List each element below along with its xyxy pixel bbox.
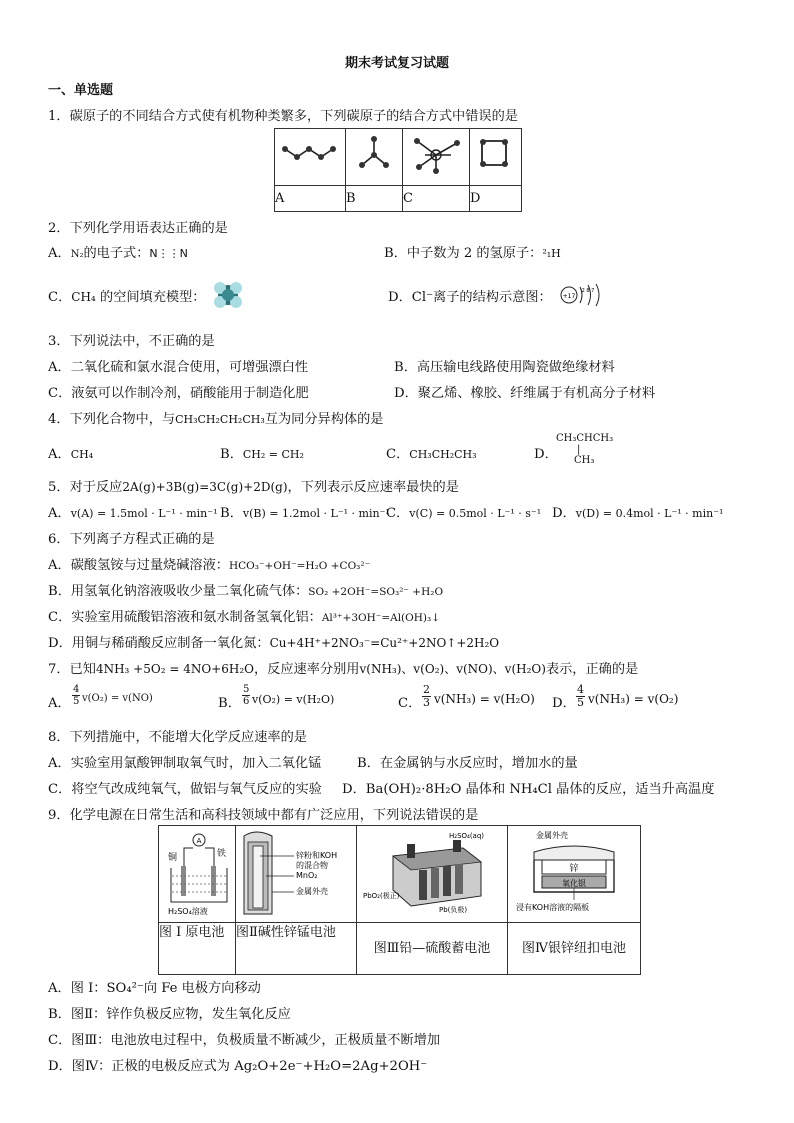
- carbon-star-icon: [403, 129, 469, 181]
- q4-a-value: CH₄: [70, 448, 94, 461]
- q5-a-label: A．: [48, 506, 71, 521]
- carbon-branch-icon: [346, 129, 402, 181]
- q6-b-text: B．用氢氧化钠溶液吸收少量二氧化硫气体：: [48, 584, 309, 599]
- q2-c-label: C．: [48, 290, 72, 305]
- question-4-stem: [48, 408, 383, 427]
- q7-c-num: 2: [423, 683, 430, 696]
- q7-a-num: 4: [73, 684, 80, 695]
- q9-figure-3: [357, 826, 508, 923]
- q9-figure-2: [236, 826, 357, 923]
- q6-d-text: D．用铜与稀硝酸反应制备一氧化氮：: [48, 636, 270, 651]
- q1-figure-b: [346, 129, 403, 186]
- q9-option-c: C．图Ⅲ：电池放电过程中，负极质量不断减少，正极质量不断增加: [48, 1033, 441, 1048]
- q4-c-value: CH₃CH₂CH₃: [409, 448, 477, 461]
- question-5-stem: [48, 476, 459, 495]
- q9-option-b: B．图Ⅱ：锌作负极反应物，发生氧化反应: [48, 1007, 291, 1022]
- q9-option-d: D．图Ⅳ：正极的电极反应式为 Ag₂O+2e⁻+H₂O=2Ag+2OH⁻: [48, 1059, 428, 1074]
- alkaline-battery-icon: [236, 826, 356, 918]
- q9-fig4-sep: 浸有KOH溶液的隔板: [516, 903, 590, 912]
- q9-fig4-zinc: 锌: [569, 864, 579, 874]
- q9-caption-2: 图Ⅱ碱性锌锰电池: [236, 923, 357, 975]
- q6-option-c: [48, 606, 440, 625]
- q7-stem-vars: v(NH₃)、v(O₂)、v(NO)、v(H₂O): [359, 662, 546, 676]
- q9-fig4-shell: 金属外壳: [536, 831, 568, 840]
- q9-fig3-acid: H₂SO₄(aq): [449, 832, 485, 840]
- q7-d-num: 4: [577, 683, 584, 696]
- carbon-chain-icon: [275, 129, 345, 181]
- q1-label-c: C: [403, 186, 470, 212]
- question-7-stem: [48, 658, 638, 677]
- q7-b-rest: v(O₂) = v(H₂O): [252, 693, 335, 706]
- q6-a-eq: HCO₃⁻+OH⁻=H₂O +CO₃²⁻: [228, 560, 371, 572]
- q7-option-d-label: D．: [552, 696, 576, 711]
- q3-option-d: D．聚乙烯、橡胶、纤维属于有机高分子材料: [394, 386, 656, 401]
- q9-figure-1: [159, 826, 236, 923]
- q7-b-den: 6: [243, 696, 250, 707]
- q9-fig2-mix2: 的混合物: [296, 861, 328, 870]
- q2-option-d: [388, 286, 552, 305]
- q2-d-text: D．Cl⁻离子的结构示意图：: [388, 290, 552, 305]
- q4-stem-post: 互为同分异构体的是: [264, 412, 384, 427]
- q2-c-formula: CH₄: [71, 290, 96, 304]
- q1-figure-a: [275, 129, 346, 186]
- q5-b-label: B．: [220, 506, 243, 521]
- q1-label-b: B: [346, 186, 403, 212]
- section-heading: 一、单选题: [48, 83, 114, 98]
- q7-c-fraction: [422, 684, 431, 709]
- methane-model-icon: [212, 280, 244, 310]
- q9-fig2-mno2: MnO₂: [296, 871, 318, 880]
- question-9-stem: 9．化学电源在日常生活和高科技领域中都有广泛应用，下列说法错误的是: [48, 808, 479, 823]
- q5-option-a: [48, 502, 217, 521]
- q6-a-text: A．碳酸氢铵与过量烧碱溶液：: [48, 558, 229, 573]
- q7-option-b-label: B．: [218, 696, 241, 711]
- q5-stem-pre: 5．对于反应: [48, 480, 123, 495]
- q4-b-label: B．: [220, 447, 243, 462]
- q7-stem-post: ，反应速率分别用: [253, 662, 360, 677]
- q1-figure-d: [470, 129, 522, 186]
- question-8-stem: 8．下列措施中，不能增大化学反应速率的是: [48, 730, 307, 745]
- q6-option-a: [48, 554, 370, 573]
- q2-option-a: [48, 242, 188, 261]
- q4-a-label: A．: [48, 447, 71, 462]
- q4-stem-pre: 4．下列化合物中，与: [48, 412, 176, 427]
- q5-b-value: v(B) = 1.2mol · L⁻¹ · min⁻¹: [242, 507, 390, 520]
- carbon-ring-icon: [470, 129, 521, 181]
- q4-option-a: [48, 443, 93, 462]
- q2-d-nucleus: +17: [562, 293, 576, 300]
- chloride-structure-icon: [558, 282, 608, 308]
- q2-a-value: N⋮⋮N: [149, 247, 188, 260]
- q8-option-d: D．Ba(OH)₂·8H₂O 晶体和 NH₄Cl 晶体的反应，适当升高温度: [342, 782, 715, 797]
- q4-d-top: CH₃CHCH₃: [556, 433, 614, 444]
- question-9-figure-table: [158, 825, 641, 975]
- q9-fig1-iron: 铁: [217, 849, 227, 859]
- q5-option-d: [552, 502, 723, 521]
- q6-d-eq: Cu+4H⁺+2NO₃⁻=Cu²⁺+2NO↑+2H₂O: [269, 636, 500, 650]
- q4-b-value: CH₂ = CH₂: [242, 448, 304, 461]
- q4-option-d-label: D．: [534, 447, 558, 462]
- galvanic-cell-icon: [159, 826, 235, 918]
- q5-a-value: v(A) = 1.5mol · L⁻¹ · min⁻¹: [70, 507, 218, 520]
- q6-option-d: [48, 632, 499, 651]
- button-cell-icon: [508, 826, 640, 918]
- q9-fig1-copper: 铜: [168, 853, 178, 863]
- q4-d-bar: |: [577, 444, 581, 455]
- q9-caption-3: 图Ⅲ铅—硫酸蓄电池: [357, 923, 508, 975]
- q3-option-b: B．高压输电线路使用陶瓷做绝缘材料: [394, 360, 615, 375]
- q4-stem-formula: CH₃CH₂CH₂CH₃: [175, 413, 265, 426]
- q5-d-value: v(D) = 0.4mol · L⁻¹ · min⁻¹: [575, 507, 724, 520]
- q7-b-num: 5: [243, 684, 250, 695]
- q6-b-eq: SO₂ +2OH⁻=SO₃²⁻ +H₂O: [308, 586, 444, 598]
- q1-label-d: D: [470, 186, 522, 212]
- q2-c-text: 的空间填充模型：: [95, 290, 206, 305]
- q5-c-label: C．: [386, 506, 410, 521]
- q3-option-c: C．液氨可以作制冷剂，硝酸能用于制造化肥: [48, 386, 309, 401]
- q7-c-den: 3: [423, 696, 430, 709]
- q2-a-label: A．: [48, 246, 71, 261]
- q3-option-a: A．二氧化硫和氯水混合使用，可增强漂白性: [48, 360, 309, 375]
- q2-option-c: [48, 286, 205, 305]
- q8-option-b: B．在金属钠与水反应时，增加水的量: [357, 756, 578, 771]
- q2-a-text: 的电子式：: [83, 246, 150, 261]
- q7-a-fraction: [72, 684, 80, 707]
- q9-fig3-pb: Pb(负极): [439, 906, 468, 914]
- q4-d-bottom: CH₃: [574, 455, 595, 466]
- q4-option-b: [220, 443, 304, 462]
- lead-acid-battery-icon: [357, 826, 507, 918]
- q2-a-formula: N₂: [70, 249, 84, 260]
- q5-option-b: [220, 502, 390, 521]
- q5-d-label: D．: [552, 506, 576, 521]
- q7-a-den: 5: [73, 696, 80, 707]
- q5-c-value: v(C) = 0.5mol · L⁻¹ · s⁻¹: [409, 507, 542, 520]
- q9-fig4-ag2o: 氧化银: [562, 879, 586, 888]
- q9-fig2-shell: 金属外壳: [296, 887, 328, 896]
- q5-stem-eq: 2A(g)+3B(g)=3C(g)+2D(g): [122, 480, 288, 494]
- q2-b-value: ²₁H: [542, 247, 561, 260]
- q4-option-d: [556, 433, 613, 466]
- q7-stem-end: 表示，正确的是: [545, 662, 639, 677]
- q7-b-fraction: [242, 684, 250, 707]
- q7-c-rest: v(NH₃) = v(H₂O): [434, 692, 535, 706]
- q8-option-a: A．实验室用氯酸钾制取氧气时，加入二氧化锰: [48, 756, 322, 771]
- q9-figure-4: [508, 826, 641, 923]
- q7-stem-eq: 4NH₃ +5O₂ = 4NO+6H₂O: [95, 662, 254, 676]
- q6-option-b: [48, 580, 443, 599]
- q4-option-c: [386, 443, 477, 462]
- q1-figure-c: [403, 129, 470, 186]
- question-6-stem: 6．下列离子方程式正确的是: [48, 532, 215, 547]
- q7-option-c-label: C．: [398, 696, 422, 711]
- q9-fig2-mix: 锌粉和KOH: [296, 851, 338, 860]
- q9-caption-4: 图Ⅳ银锌纽扣电池: [508, 923, 641, 975]
- q9-fig3-pbo2: PbO₂(极正): [363, 892, 400, 900]
- q9-option-a: A．图 I：SO₄²⁻向 Fe 电极方向移动: [48, 981, 261, 996]
- q7-d-den: 5: [577, 696, 584, 709]
- q1-label-a: A: [275, 186, 346, 212]
- question-3-stem: 3．下列说法中，不正确的是: [48, 334, 215, 349]
- q6-c-eq: Al³⁺+3OH⁻=Al(OH)₃↓: [321, 612, 441, 624]
- q7-d-rest: v(NH₃) = v(O₂): [588, 692, 679, 706]
- q7-a-rest: v(O₂) = v(NO): [82, 693, 153, 704]
- question-2-stem: 2．下列化学用语表达正确的是: [48, 221, 228, 236]
- q7-d-fraction: [576, 684, 585, 709]
- question-1-stem: 1．碳原子的不同结合方式使有机物种类繁多，下列碳原子的结合方式中错误的是: [48, 109, 518, 124]
- q8-option-c: C．将空气改成纯氧气，做铝与氧气反应的实验: [48, 782, 322, 797]
- q2-option-b: [384, 242, 561, 261]
- q2-d-shells: 2 8 7: [581, 288, 595, 294]
- q9-caption-1: 图 I 原电池: [159, 923, 236, 975]
- q9-fig1-solution: H₂SO₄溶液: [168, 907, 208, 916]
- q6-c-text: C．实验室用硫酸铝溶液和氨水制备氢氧化铝：: [48, 610, 322, 625]
- q9-fig1-meter: A: [196, 837, 202, 845]
- q5-option-c: [386, 502, 541, 521]
- q7-option-a-label: A．: [48, 696, 71, 711]
- q5-stem-post: ，下列表示反应速率最快的是: [287, 480, 459, 495]
- question-1-figure-table: [274, 128, 522, 212]
- q2-b-text: B．中子数为 2 的氢原子：: [384, 246, 543, 261]
- q4-c-label: C．: [386, 447, 410, 462]
- q7-stem-pre: 7．已知: [48, 662, 96, 677]
- page-title: 期末考试复习试题: [344, 56, 449, 71]
